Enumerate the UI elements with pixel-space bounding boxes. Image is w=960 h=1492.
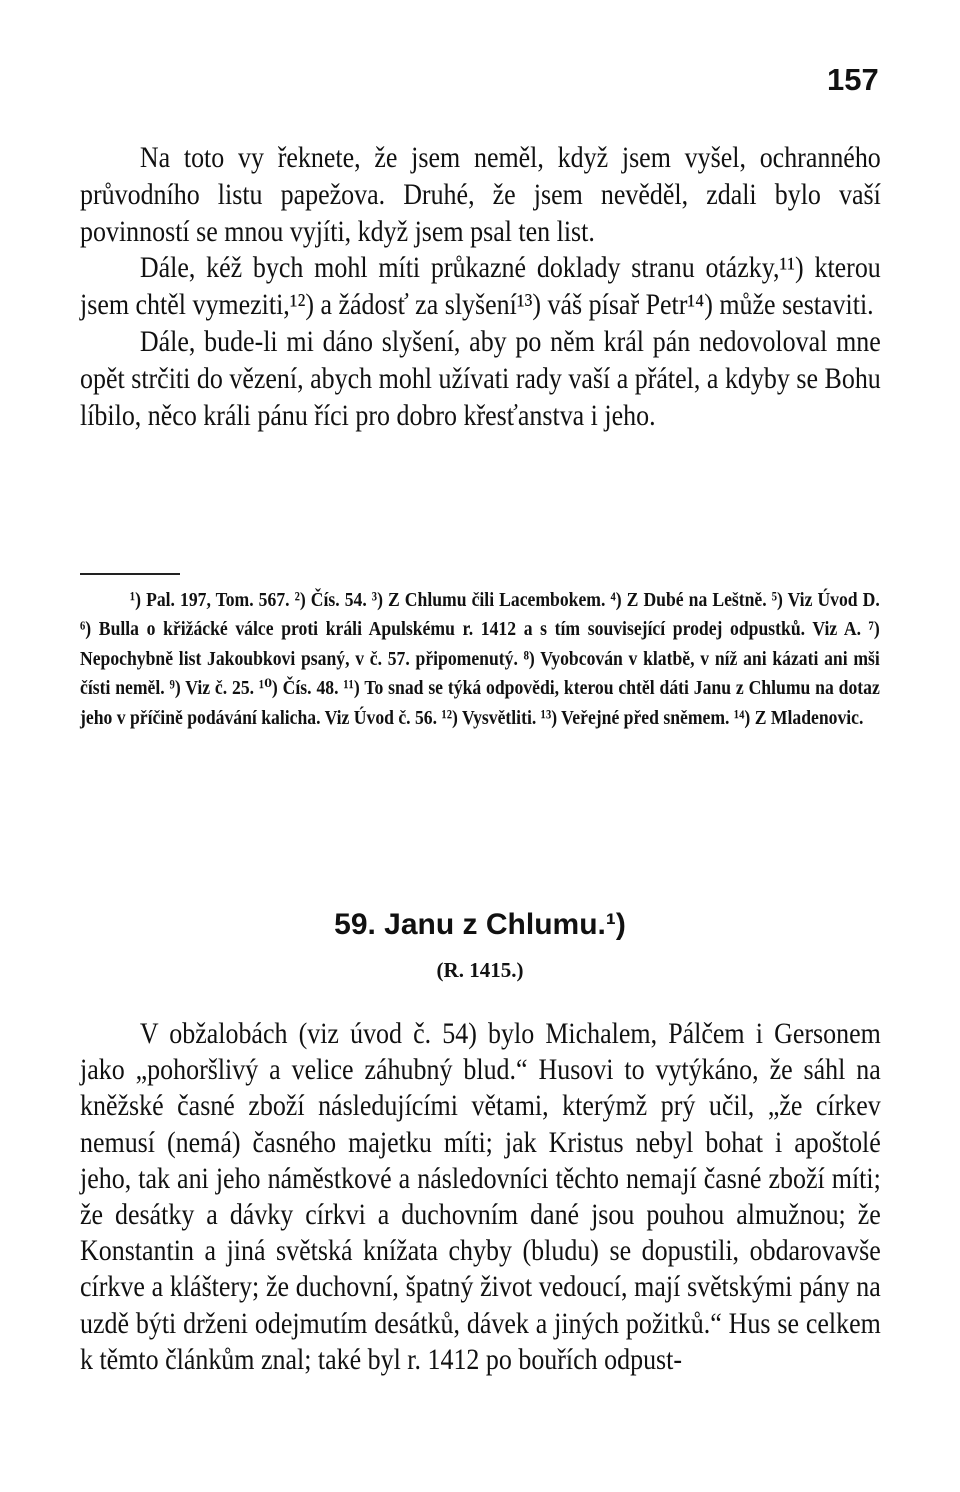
- paragraph: Dále, kéž bych mohl míti průkazné doklady stranu otázky,¹¹) kterou jsem chtěl vymeziti,¹²) a žádosť za slyšení¹³) váš písař Petr¹⁴) může sestaviti.: [80, 252, 881, 322]
- lower-body-text: [80, 1016, 881, 1378]
- footnotes: [80, 586, 880, 733]
- letter-date: (R. 1415.): [436, 958, 524, 982]
- upper-body-text: [80, 140, 881, 434]
- footnote-divider: [80, 573, 180, 575]
- paragraph: Na toto vy řeknete, že jsem neměl, když jsem vyšel, ochranného průvodního listu papežova. Druhé, že jsem nevěděl, zdali bylo vaší povinností se mnou vyjíti, když jsem psal ten list.: [80, 142, 881, 248]
- footnote-text: ¹) Pal. 197, Tom. 567. ²) Čís. 54. ³) Z Chlumu čili Lacembokem. ⁴) Z Dubé na Leštně. ⁵) Viz Úvod D. ⁶) Bulla o křižácké válce proti králi Apulskému r. 1412 a s tím související prodej odpustků. Viz A. ⁷) Nepochybně list Jakoubkovi psaný, v č. 57. připomenutý. ⁸) Vyobcován v klatbě, v níž ani kázati ani mši čísti neměl. ⁹) Viz č. 25. ¹⁰) Čís. 48. ¹¹) To snad se týká odpovědi, kterou chtěl dáti Janu z Chlumu na dotaz jeho v příčině podávání kalicha. Viz Úvod č. 56. ¹²) Vysvětliti. ¹³) Veřejné před sněmem. ¹⁴) Z Mladenovic.: [80, 589, 880, 729]
- paragraph: V obžalobách (viz úvod č. 54) bylo Michalem, Pálčem i Gersonem jako „pohoršlivý a velice záhubný blud.“ Husovi to vytýkáno, že sáhl na kněžské časné zboží následujícími větami, kterýmž prý učil, „že církev nemusí (nemá) časného majetku míti; jak Kristus nebyl bohat i apoštolé jeho, tak ani jeho náměstkové a následovníci těchto nemají časné zboží míti; že desátky a dávky církvi a duchovním dané jsou pouhou almužnou; že Konstantin a jiná světská knížata chyby (bludu) se dopustili, obdarovavše církve a kláštery; že duchovní, špatný život vedoucí, mají světskými pány na uzdě býti drženi odejmutím desátků, dávek a jiných požitků.“ Hus se celkem k těmto článkům znal; také byl r. 1412 po bouřích odpust-: [80, 1018, 881, 1376]
- paragraph: Dále, bude-li mi dáno slyšení, aby po něm král pán nedovoloval mne opět strčiti do vězení, abych mohl užívati rady vaší a přátel, a kdyby se Bohu líbilo, něco králi pánu říci pro dobro křesťanstva i jeho.: [80, 325, 881, 432]
- page-number: 157: [827, 62, 879, 97]
- letter-heading: 59. Janu z Chlumu.¹): [334, 908, 626, 941]
